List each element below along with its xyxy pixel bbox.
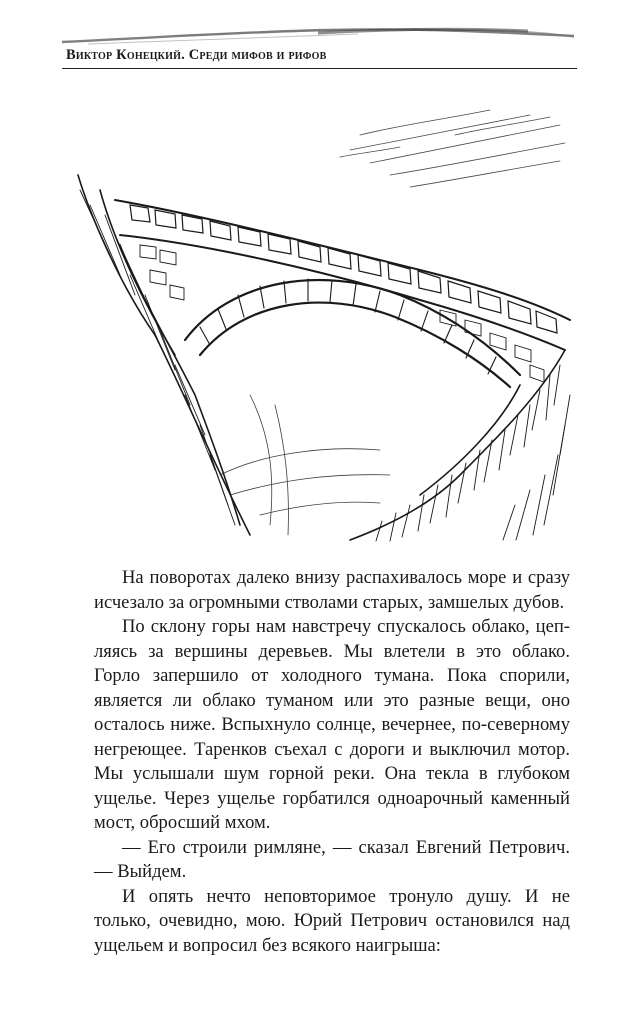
bridge-illustration bbox=[60, 95, 580, 545]
body-text bbox=[94, 566, 570, 958]
decorative-brush-stroke bbox=[58, 22, 578, 50]
running-title: Виктор Конецкий. Среди мифов и рифов bbox=[66, 47, 327, 63]
paragraph: На поворотах далеко внизу распахивалось море и сразу исчезало за огромными стволами старых, замшелых дубов. bbox=[94, 567, 570, 613]
header-rule bbox=[62, 68, 577, 69]
paragraph: И опять нечто неповторимое тронуло душу. И не только, очевидно, мою. Юрий Петрович остановился над ущельем и вопросил без всякого наигрыша: bbox=[94, 885, 570, 956]
paragraph: По склону горы нам навстречу спускалось облако, цепляясь за вершины деревьев. Мы влетели в это облако. Горло запершило от холодного тумана. Пока спорили, является ли облако туманом или это разные вещи, оно осталось ниже. Вспыхнуло солнце, вечернее, по-северному негреющее. Таренков съехал с дороги и выключил мотор. Мы услышали шум горной реки. Она текла в глубоком ущелье. Через ущелье горбатился одноарочный каменный мост, обросший мхом. bbox=[94, 616, 570, 833]
paragraph: — Его строили римляне, — сказал Евгений Петрович. — Выйдем. bbox=[94, 836, 570, 882]
